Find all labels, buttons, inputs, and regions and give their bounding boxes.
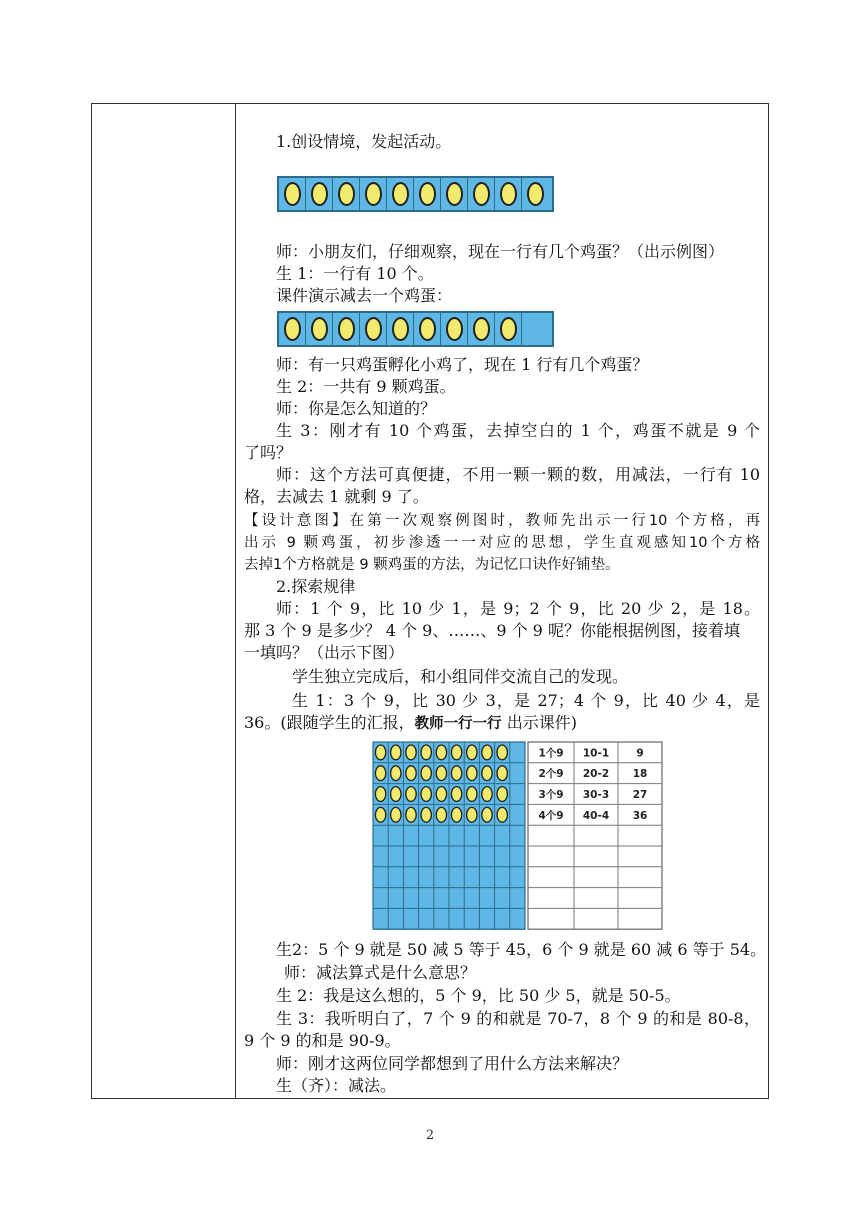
text-line: 师：小朋友们，仔细观察，现在一行有几个鸡蛋？（出示例图）: [276, 242, 725, 261]
egg-icon: [284, 317, 301, 341]
strip-cell: [522, 313, 549, 345]
egg-icon: [338, 182, 355, 206]
egg-icon: [391, 766, 401, 781]
egg-icon: [482, 745, 492, 760]
table-cell-text: 10-1: [582, 747, 610, 760]
table-cell-text: 20-2: [582, 768, 610, 781]
egg-icon: [482, 787, 492, 802]
table-cell-text: 27: [632, 789, 648, 801]
egg-icon: [467, 807, 477, 822]
egg-icon: [436, 787, 446, 802]
egg-icon: [391, 745, 401, 760]
text-line: 师：1 个 9，比 10 少 1，是 9；2 个 9，比 20 少 2，是 18。: [276, 599, 760, 618]
strip-cell: [333, 313, 360, 345]
egg-icon: [419, 317, 436, 341]
table-cell-text: 3个9: [538, 789, 564, 801]
egg-icon: [451, 807, 461, 822]
egg-icon: [391, 787, 401, 802]
egg-icon: [436, 766, 446, 781]
egg-icon: [482, 766, 492, 781]
strip-cell: [441, 313, 468, 345]
page-number: 2: [425, 1128, 435, 1143]
strip-cell: [279, 313, 306, 345]
egg-icon: [421, 766, 431, 781]
section-heading: 2.探索规律: [276, 577, 356, 596]
table-cell-text: 2个9: [538, 768, 564, 781]
text-line: 师：你是怎么知道的？: [276, 399, 437, 418]
egg-icon: [375, 807, 385, 822]
strip-cell: [495, 178, 522, 210]
egg-strip-full: [277, 176, 554, 212]
egg-icon: [338, 317, 355, 341]
egg-icon: [451, 745, 461, 760]
strip-cell: [387, 178, 414, 210]
text-line: 1.创设情境，发起活动。: [276, 132, 452, 151]
strip-cell: [414, 178, 441, 210]
egg-icon: [406, 787, 416, 802]
text-line: 学生独立完成后，和小组同伴交流自己的发现。: [292, 667, 629, 686]
text-line: 9 个 9 的和是 90-9。: [244, 1031, 401, 1050]
egg-icon: [375, 745, 385, 760]
table-column-divider: [235, 103, 236, 1098]
text-line: 生 3：我听明白了，7 个 9 的和就是 70-7，8 个 9 的和是 80-8，: [276, 1009, 760, 1028]
design-intent-line: 去掉1个方格就是 9 颗鸡蛋的方法，为记忆口诀作好铺垫。: [244, 557, 620, 573]
egg-icon: [500, 182, 517, 206]
egg-icon: [311, 317, 328, 341]
text-line: 生 2：我是这么想的，5 个 9，比 50 少 5，就是 50-5。: [276, 986, 681, 1005]
strip-cell: [441, 178, 468, 210]
design-intent-line: 【设计意图】在第一次观察例图时，教师先出示一行10 个方格，再: [244, 513, 760, 529]
strip-cell: [360, 178, 387, 210]
egg-icon: [467, 766, 477, 781]
egg-icon: [482, 807, 492, 822]
text-line: 格，去减去 1 就剩 9 了。: [244, 487, 429, 506]
egg-icon: [391, 807, 401, 822]
table-cell-text: 9: [636, 747, 644, 760]
egg-icon: [446, 317, 463, 341]
text-line: 了吗？: [244, 443, 293, 462]
egg-icon: [406, 807, 416, 822]
strip-cell: [387, 313, 414, 345]
table-cell-text: 30-3: [582, 789, 610, 801]
egg-icon: [392, 182, 409, 206]
egg-icon: [406, 745, 416, 760]
egg-icon: [451, 787, 461, 802]
egg-icon: [436, 745, 446, 760]
egg-icon: [473, 317, 490, 341]
text-line: 师：这个方法可真便捷，不用一颗一颗的数，用减法，一行有 10: [276, 465, 760, 484]
strip-cell: [360, 313, 387, 345]
strip-cell: [414, 313, 441, 345]
text-line: 生 2：一共有 9 颗鸡蛋。: [276, 377, 456, 396]
text-line: 师：刚才这两位同学都想到了用什么方法来解决？: [276, 1054, 629, 1073]
egg-icon: [497, 787, 507, 802]
egg-icon: [500, 317, 517, 341]
egg-icon: [527, 182, 544, 206]
egg-icon: [436, 807, 446, 822]
text-span: 36。(跟随学生的汇报，: [244, 713, 415, 732]
text-line: 师：有一只鸡蛋孵化小鸡了，现在 1 行有几个鸡蛋？: [276, 355, 649, 374]
text-line: 生（齐）：减法。: [276, 1076, 397, 1095]
egg-icon: [497, 745, 507, 760]
egg-icon: [473, 182, 490, 206]
strip-cell: [306, 178, 333, 210]
text-span: 出示课件): [501, 713, 577, 732]
egg-grid-figure: [372, 741, 526, 930]
strip-cell: [468, 178, 495, 210]
table-cell-text: 4个9: [538, 809, 564, 822]
text-line: 生 3：刚才有 10 个鸡蛋，去掉空白的 1 个，鸡蛋不就是 9 个: [276, 421, 760, 440]
text-line: [244, 712, 577, 735]
text-line: 生 1：3 个 9，比 30 少 3，是 27；4 个 9，比 40 少 4，是: [292, 691, 760, 710]
egg-icon: [392, 317, 409, 341]
table-cell-text: 1个9: [538, 747, 564, 760]
egg-icon: [365, 182, 382, 206]
strip-cell: [522, 178, 549, 210]
table-cell-text: 40-4: [582, 809, 610, 822]
egg-icon: [406, 766, 416, 781]
egg-icon: [467, 745, 477, 760]
text-line: 生2：5 个 9 就是 50 减 5 等于 45，6 个 9 就是 60 减 6 等于 54。: [276, 940, 767, 959]
strip-cell: [468, 313, 495, 345]
egg-icon: [375, 766, 385, 781]
egg-icon: [421, 787, 431, 802]
text-line: 生 1：一行有 10 个。: [276, 264, 434, 283]
egg-icon: [446, 182, 463, 206]
egg-icon: [311, 182, 328, 206]
table-cell-text: 36: [632, 809, 648, 822]
design-intent-line: 出示 9 颗鸡蛋，初步渗透一一对应的思想，学生直观感知10个方格: [244, 535, 760, 551]
egg-icon: [375, 787, 385, 802]
egg-icon: [284, 182, 301, 206]
strip-cell: [333, 178, 360, 210]
egg-icon: [419, 182, 436, 206]
text-line: 师：减法算式是什么意思？: [284, 963, 477, 982]
text-line: 一填吗？（出示下图）: [244, 643, 405, 662]
multiplication-table-figure: [527, 741, 663, 930]
bold-emphasis: 教师一行一行: [414, 716, 502, 732]
egg-icon: [467, 787, 477, 802]
egg-icon: [497, 766, 507, 781]
egg-icon: [421, 745, 431, 760]
text-line: 课件演示减去一个鸡蛋：: [276, 286, 453, 305]
strip-cell: [279, 178, 306, 210]
egg-icon: [421, 807, 431, 822]
egg-icon: [451, 766, 461, 781]
strip-cell: [495, 313, 522, 345]
text-line: 那 3 个 9 是多少？ 4 个 9、……、9 个 9 呢？你能根据例图，接着填: [244, 621, 740, 640]
table-cell-text: 18: [632, 768, 648, 781]
egg-icon: [365, 317, 382, 341]
egg-strip-minus-one: [277, 311, 554, 347]
egg-icon: [497, 807, 507, 822]
strip-cell: [306, 313, 333, 345]
